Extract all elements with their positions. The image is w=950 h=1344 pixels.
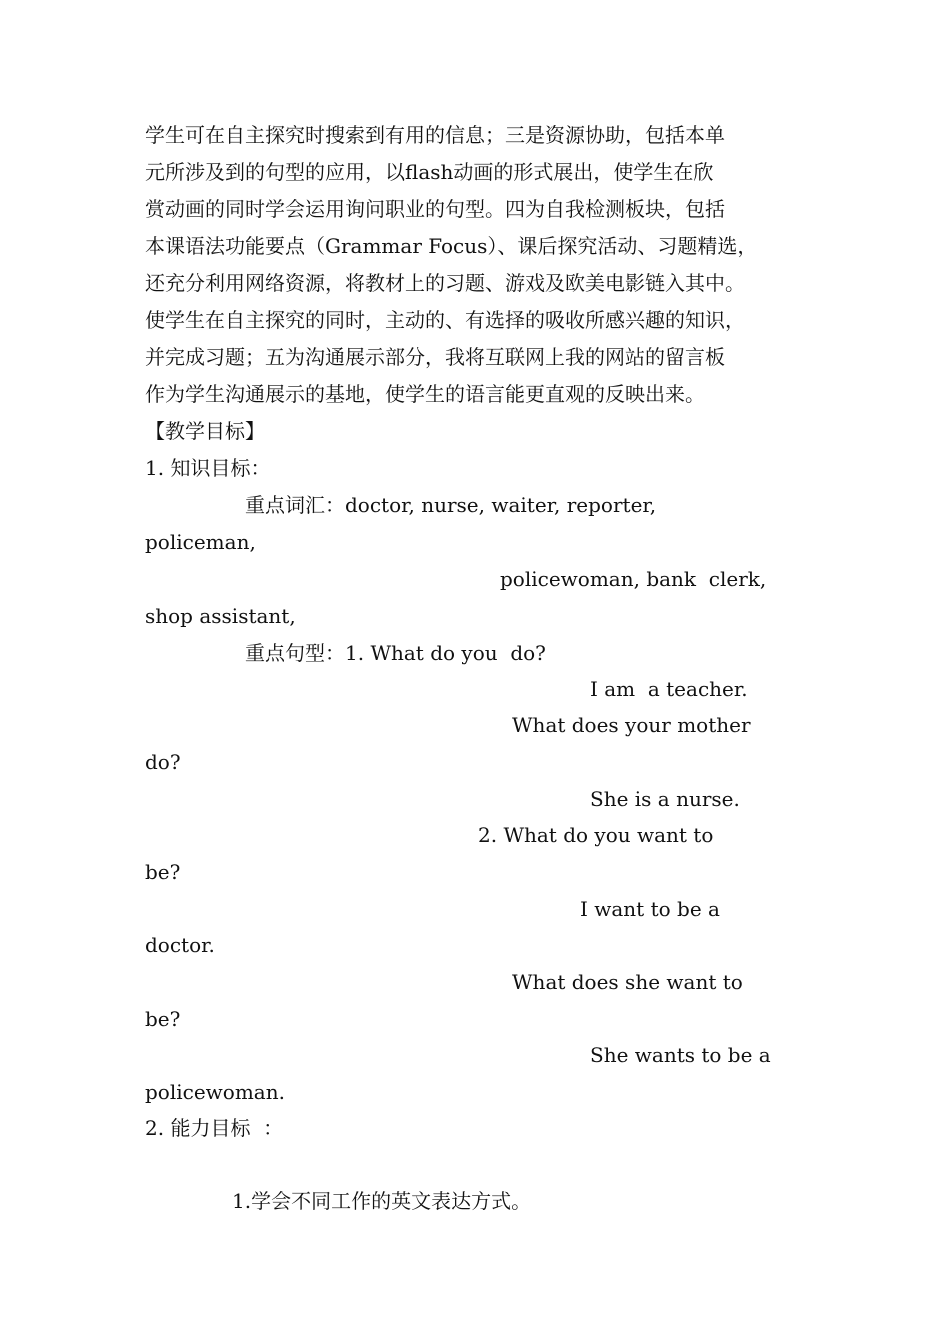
sentence-line: She is a nurse. <box>590 787 740 811</box>
vocab-line: 重点词汇：doctor, nurse, waiter, reporter, <box>245 493 657 517</box>
sentence-line: be? <box>145 1007 181 1031</box>
paragraph-line: 元所涉及到的句型的应用，以flash动画的形式展出，使学生在欣 <box>145 160 714 184</box>
vocab-line: shop assistant, <box>145 604 296 628</box>
sentence-line: 重点句型：1. What do you do? <box>245 641 546 665</box>
section-heading: 【教学目标】 <box>145 419 265 443</box>
sentence-line: be? <box>145 860 181 884</box>
sentence-line: policewoman. <box>145 1080 285 1104</box>
paragraph-line: 赏动画的同时学会运用询问职业的句型。四为自我检测板块，包括 <box>145 197 725 221</box>
paragraph-line: 作为学生沟通展示的基地，使学生的语言能更直观的反映出来。 <box>145 382 705 406</box>
sentence-line: do? <box>145 750 181 774</box>
paragraph-line: 本课语法功能要点（Grammar Focus）、课后探究活动、习题精选， <box>145 234 758 258</box>
sentence-line: 2. What do you want to <box>478 823 714 847</box>
paragraph-line: 还充分利用网络资源，将教材上的习题、游戏及欧美电影链入其中。 <box>145 271 745 295</box>
sentence-line: What does your mother <box>512 713 751 737</box>
ability-item: 1.学会不同工作的英文表达方式。 <box>232 1189 532 1213</box>
paragraph-line: 学生可在自主探究时搜索到有用的信息；三是资源协助，包括本单 <box>145 123 725 147</box>
sentence-line: I want to be a <box>580 897 720 921</box>
paragraph-line: 使学生在自主探究的同时，主动的、有选择的吸收所感兴趣的知识， <box>145 308 745 332</box>
ability-heading: 2. 能力目标 ： <box>145 1116 284 1140</box>
sentence-line: What does she want to <box>512 970 743 994</box>
sentence-line: She wants to be a <box>590 1043 771 1067</box>
sentence-line: I am a teacher. <box>590 677 748 701</box>
knowledge-heading: 1. 知识目标： <box>145 456 271 480</box>
vocab-line: policewoman, bank clerk, <box>500 567 767 591</box>
sentence-line: doctor. <box>145 933 215 957</box>
vocab-line: policeman, <box>145 530 256 554</box>
paragraph-line: 并完成习题；五为沟通展示部分，我将互联网上我的网站的留言板 <box>145 345 725 369</box>
